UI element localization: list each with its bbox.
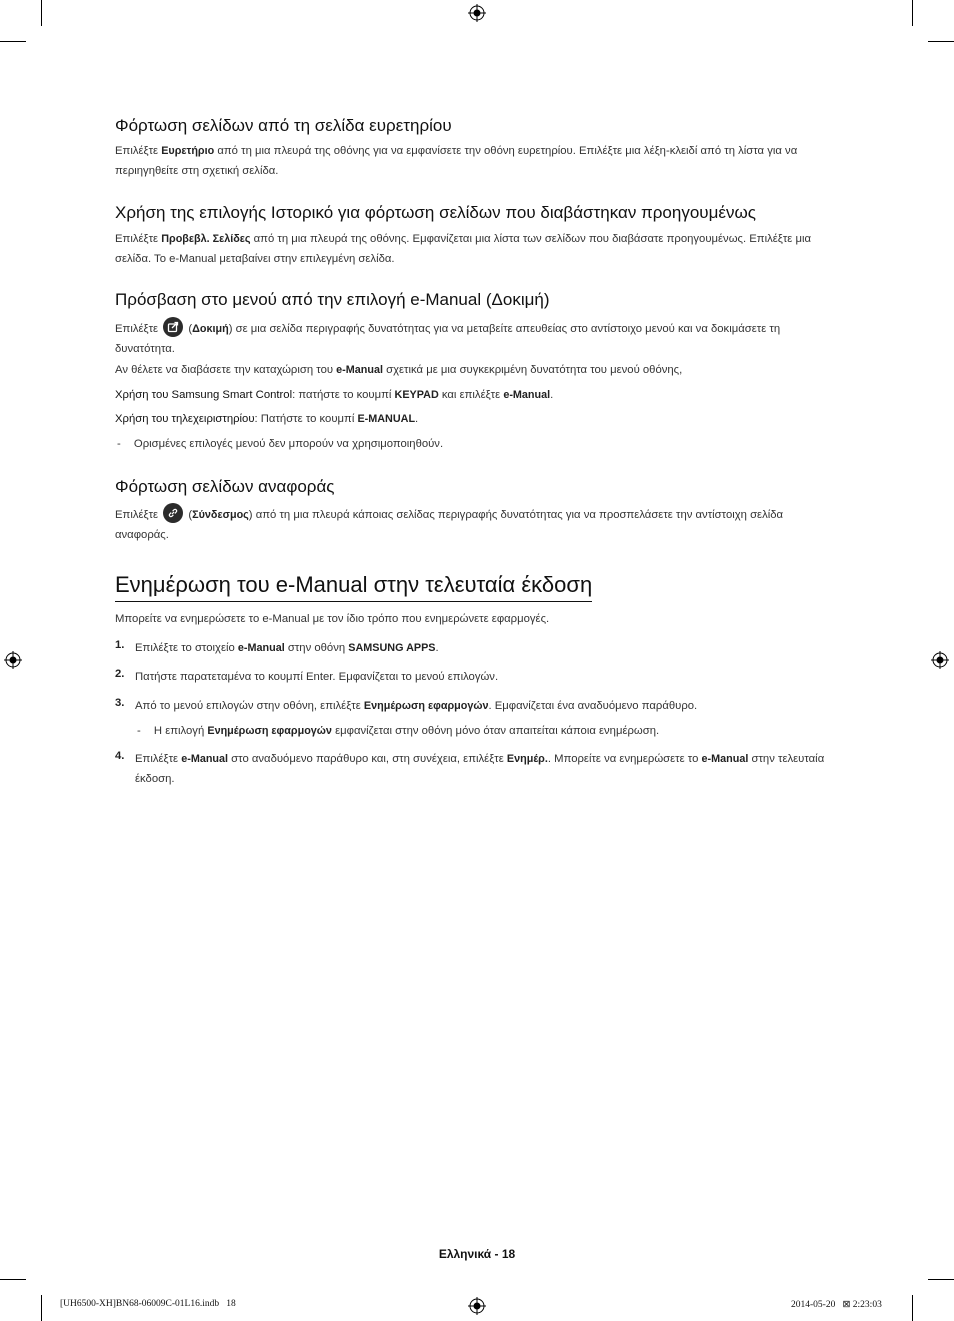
step-number: 4. — [115, 750, 125, 762]
step-number: 2. — [115, 668, 125, 680]
step-text — [135, 697, 835, 717]
menu-term: e-Manual — [237, 642, 285, 654]
print-slug-file: [UH6500-XH]BN68-06009C-01L16.indb 18 — [60, 1299, 236, 1309]
button-term: E-MANUAL — [357, 413, 416, 425]
text: και επιλέξτε — [438, 389, 504, 401]
crop-mark — [0, 1279, 26, 1280]
page-number: Ελληνικά - 18 — [438, 1247, 516, 1261]
text: Επιλέξτε — [135, 753, 182, 765]
crop-mark — [0, 41, 26, 42]
menu-term: e-Manual — [701, 753, 749, 765]
text: ) σε μια σελίδα περιγραφής δυνατότητας για να μεταβείτε απευθείας στο αντίστοιχο μενού και να δοκιμάσετε τη δυνατότητα. — [115, 323, 781, 355]
registration-mark-icon — [931, 651, 949, 669]
crop-mark — [912, 1295, 913, 1321]
text: από τη μια πλευρά της οθόνης για να εμφανίσετε την οθόνη ευρετηρίου. Επιλέξτε μια λέξη-κλειδί από τη λίστα για να περιηγηθείτε στη σχετική σελίδα. — [115, 145, 798, 177]
step-text — [135, 668, 835, 688]
menu-term: Ενημέρ. — [506, 753, 548, 765]
text: . Εμφανίζεται ένα αναδυόμενο παράθυρο. — [488, 700, 698, 712]
text: σχετικά με μια συγκεκριμένη δυνατότητα του μενού οθόνης, — [382, 364, 683, 376]
section-heading-link: Φόρτωση σελίδων αναφοράς — [115, 477, 335, 496]
note-dash: - — [137, 725, 141, 737]
section-text-history — [115, 230, 833, 269]
section-heading-try: Πρόσβαση στο μενού από την επιλογή e-Manual (Δοκιμή) — [115, 290, 550, 309]
section-text-try-3 — [115, 386, 833, 406]
slug-glyph: ⊠ — [842, 1300, 851, 1310]
section-heading-index: Φόρτωση σελίδων από τη σελίδα ευρετηρίου — [115, 116, 452, 135]
step-text — [135, 750, 835, 789]
text: : πατήστε το κουμπί — [292, 389, 395, 401]
menu-term: e-Manual — [181, 753, 229, 765]
text: . — [415, 413, 419, 425]
text: Από το μενού επιλογών στην οθόνη, επιλέξτε — [135, 700, 364, 712]
text: στην τελευταία έκδοση. — [135, 753, 825, 785]
update-intro: Μπορείτε να ενημερώσετε το e-Manual με τον ίδιο τρόπο που ενημερώνετε εφαρμογές. — [115, 613, 550, 625]
text: : Πατήστε το κουμπί — [254, 413, 358, 425]
step-text — [135, 639, 835, 659]
text: . Μπορείτε να ενημερώσετε το — [547, 753, 702, 765]
text: ) από τη μια πλευρά κάποιας σελίδας περιγραφής δυνατότητας για να προσπελάσετε την αντίστοιχη σελίδα αναφοράς. — [115, 509, 784, 541]
update-section-title: Ενημέρωση του e-Manual στην τελευταία έκδοση — [115, 572, 592, 602]
text: Αν θέλετε να διαβάσετε την καταχώριση του — [115, 364, 337, 376]
text: στο αναδυόμενο παράθυρο και, στη συνέχεια, επιλέξτε — [228, 753, 507, 765]
try-now-icon — [163, 317, 183, 337]
registration-mark-icon — [4, 651, 22, 669]
note-text: Ορισμένες επιλογές μενού δεν μπορούν να χρησιμοποιηθούν. — [133, 438, 444, 450]
text: . — [435, 642, 439, 654]
text: Πατήστε παρατεταμένα το κουμπί Enter. Εμφανίζεται το μενού επιλογών. — [135, 671, 499, 683]
text: Επιλέξτε — [115, 145, 162, 157]
step-number: 1. — [115, 639, 125, 651]
print-slug-date — [791, 1299, 882, 1310]
note-try — [115, 435, 833, 455]
section-text-try — [115, 317, 833, 359]
registration-mark-icon — [468, 1297, 486, 1315]
crop-mark — [928, 41, 954, 42]
menu-term: SAMSUNG APPS — [348, 642, 436, 654]
step-note — [135, 722, 835, 742]
menu-term: Ενημέρωση εφαρμογών — [207, 725, 332, 737]
button-term: KEYPAD — [394, 389, 439, 401]
section-text-try-4 — [115, 410, 833, 430]
section-text-index — [115, 142, 833, 181]
text: ( — [185, 509, 193, 521]
text: Η επιλογή — [153, 725, 208, 737]
crop-mark — [41, 0, 42, 26]
text: από τη μια πλευρά της οθόνης. Εμφανίζεται μια λίστα των σελίδων που διαβάσατε προηγουμένως. Επιλέξτε μια σελίδα. Το e-Manual μεταβαίνει στην επιλεγμένη σελίδα. — [115, 233, 812, 265]
text: ( — [185, 323, 193, 335]
text: Επιλέξτε — [115, 509, 162, 521]
section-text-try-2 — [115, 361, 833, 381]
menu-term: Δοκιμή — [192, 323, 229, 335]
link-icon — [163, 503, 183, 523]
menu-term: Ευρετήριο — [161, 145, 215, 157]
menu-term: e-Manual — [336, 364, 383, 376]
crop-mark — [41, 1295, 42, 1321]
text: στην οθόνη — [284, 642, 349, 654]
note-dash: - — [117, 438, 121, 450]
text: εμφανίζεται στην οθόνη μόνο όταν απαιτείται κάποια ενημέρωση. — [331, 725, 660, 737]
text: Επιλέξτε — [115, 233, 162, 245]
section-heading-history: Χρήση της επιλογής Ιστορικό για φόρτωση σελίδων που διαβάστηκαν προηγουμένως — [115, 203, 756, 222]
text: Επιλέξτε — [115, 323, 162, 335]
section-text-link — [115, 503, 833, 545]
text: Επιλέξτε το στοιχείο — [135, 642, 238, 654]
menu-term: e-Manual — [503, 389, 551, 401]
crop-mark — [912, 0, 913, 26]
slug-time: 2:23:03 — [852, 1300, 882, 1310]
method-label: Χρήση του Samsung Smart Control — [115, 389, 293, 401]
slug-date: 2014-05-20 — [791, 1300, 843, 1310]
menu-term: Σύνδεσμος — [192, 509, 249, 521]
step-number: 3. — [115, 697, 125, 709]
crop-mark — [928, 1279, 954, 1280]
registration-mark-icon — [468, 4, 486, 22]
method-label: Χρήση του τηλεχειριστηρίου — [115, 413, 255, 425]
menu-term: Ενημέρωση εφαρμογών — [363, 700, 489, 712]
text: . — [550, 389, 554, 401]
menu-term: Προβεβλ. Σελίδες — [161, 233, 251, 245]
